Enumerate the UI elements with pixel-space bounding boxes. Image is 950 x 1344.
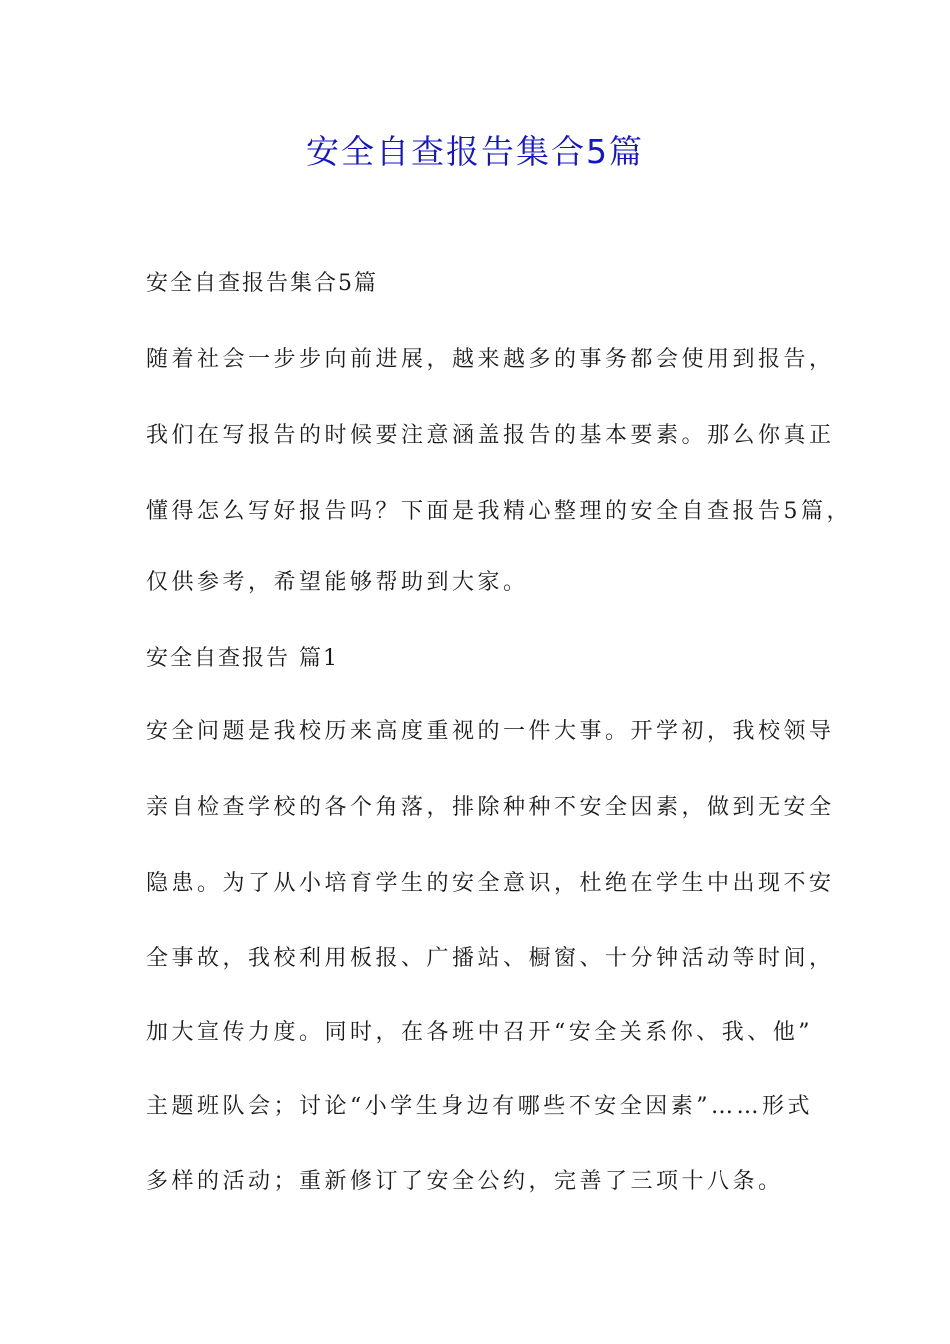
paragraph-line: 全事故，我校利用板报、广播站、橱窗、十分钟活动等时间，: [146, 946, 835, 971]
paragraph-line: 主题班队会；讨论“小学生身边有哪些不安全因素”……形式: [146, 1094, 813, 1119]
paragraph-line: 加大宣传力度。同时，在各班中召开“安全关系你、我、他”: [146, 1020, 813, 1045]
paragraph-line: 安全问题是我校历来高度重视的一件大事。开学初，我校领导: [146, 719, 835, 744]
doc-subtitle: 安全自查报告集合5篇: [146, 271, 378, 296]
paragraph-line: 我们在写报告的时候要注意涵盖报告的基本要素。那么你真正: [146, 423, 835, 448]
paragraph-line: 多样的活动；重新修订了安全公约，完善了三项十八条。: [146, 1169, 784, 1194]
section-heading: 安全自查报告 篇1: [146, 646, 339, 671]
paragraph-line: 懂得怎么写好报告吗？下面是我精心整理的安全自查报告5篇，: [146, 499, 852, 524]
paragraph-line: 亲自检查学校的各个角落，排除种种不安全因素，做到无安全: [146, 795, 835, 820]
paragraph-line: 随着社会一步步向前进展，越来越多的事务都会使用到报告，: [146, 347, 835, 372]
paragraph-line: 仅供参考，希望能够帮助到大家。: [146, 570, 529, 595]
paragraph-line: 隐患。为了从小培育学生的安全意识，杜绝在学生中出现不安: [146, 871, 835, 896]
document-title: 安全自查报告集合5篇: [306, 132, 644, 171]
